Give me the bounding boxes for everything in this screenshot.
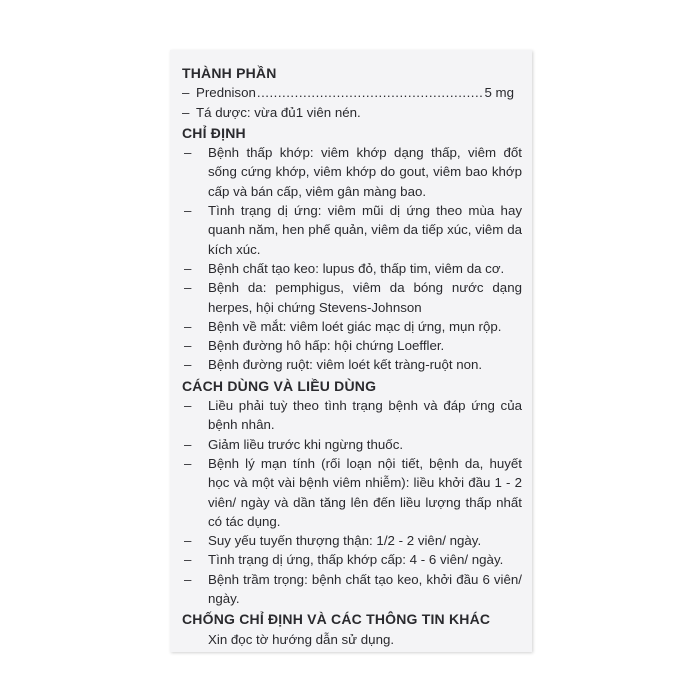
indication-item [182,201,522,259]
dosage-text: Tình trạng dị ứng, thấp khớp cấp: 4 - 6 viên/ ngày. [208,552,504,568]
bullet-dash: – [184,436,192,452]
dot-leader [257,83,484,102]
ingredient-text: Tá dược: vừa đủ1 viên nén. [196,104,361,120]
indication-text: Bệnh đường hô hấp: hội chứng Loeffler. [208,338,445,354]
bullet-dash: – [184,203,192,219]
bullet-dash: – [184,533,192,549]
indication-text: Bệnh đường ruột: viêm loét kết tràng-ruột non. [208,357,483,373]
indication-text: Bệnh thấp khớp: viêm khớp dạng thấp, viêm đốt sống cứng khớp, viêm khớp do gout, viêm bao khớp cấp và bán cấp, viêm gân màng bao. [208,145,522,199]
dosage-text: Liều phải tuỳ theo tình trạng bệnh và đáp ứng của bệnh nhân. [208,398,522,433]
ingredient-dose: 5 mg [484,85,514,101]
contraindications-heading: CHỐNG CHỈ ĐỊNH VÀ CÁC THÔNG TIN KHÁC [182,611,491,628]
indication-text: Bệnh về mắt: viêm loét giác mạc dị ứng, mụn rộp. [208,318,502,334]
indication-item [182,259,522,278]
bullet-dash: – [184,571,192,587]
bullet-dash: – [184,260,192,276]
ingredient-row-excipient [182,103,522,122]
bullet-dash: – [182,85,190,101]
indication-item [182,317,522,336]
indication-text: Bệnh da: pemphigus, viêm da bóng nước dạng herpes, hội chứng Stevens-Johnson [208,280,522,315]
indication-item [182,143,522,201]
label-text [182,62,522,649]
bullet-dash: – [184,357,192,373]
composition-heading: THÀNH PHẦN [182,65,277,81]
dosage-item [182,550,522,569]
dosage-text: Bệnh lý mạn tính (rối loạn nội tiết, bệnh da, huyết học và một vài bệnh viêm nhiễm): liều khởi đầu 1 - 2 viên/ ngày và dần tăng lên đến liều lượng thấp nhất có tác dụng. [208,455,522,529]
dosage-item [182,396,522,435]
indication-text: Bệnh chất tạo keo: lupus đỏ, thấp tim, viêm da cơ. [208,260,505,276]
dosage-item [182,435,522,454]
bullet-dash: – [182,104,190,120]
dosage-item [182,454,522,531]
package-label-panel [170,50,532,652]
indication-text: Tình trạng dị ứng: viêm mũi dị ứng theo mùa hay quanh năm, hen phế quản, viêm da tiếp xúc, viêm da kích xúc. [208,203,522,257]
ingredient-name: Prednison [196,85,256,101]
bullet-dash: – [184,318,192,334]
bullet-dash: – [184,552,192,568]
dosage-text: Giảm liều trước khi ngừng thuốc. [208,436,404,452]
indication-item [182,278,522,317]
bullet-dash: – [184,338,192,354]
dosage-text: Bệnh trầm trọng: bệnh chất tạo keo, khởi đầu 6 viên/ ngày. [208,571,522,607]
ingredient-row-prednison [182,83,522,102]
indication-item [182,336,522,355]
indication-item [182,355,522,374]
dosage-item [182,531,522,550]
bullet-dash: – [184,280,192,296]
bullet-dash: – [184,145,192,161]
dosage-item [182,570,522,609]
contraindications-note: Xin đọc tờ hướng dẫn sử dụng. [208,631,395,647]
dosage-heading: CÁCH DÙNG VÀ LIỀU DÙNG [182,377,377,394]
indications-heading: CHỈ ĐỊNH [182,124,246,141]
bullet-dash: – [184,455,192,471]
bullet-dash: – [184,398,192,414]
dosage-text: Suy yếu tuyến thượng thận: 1/2 - 2 viên/ ngày. [208,533,482,549]
